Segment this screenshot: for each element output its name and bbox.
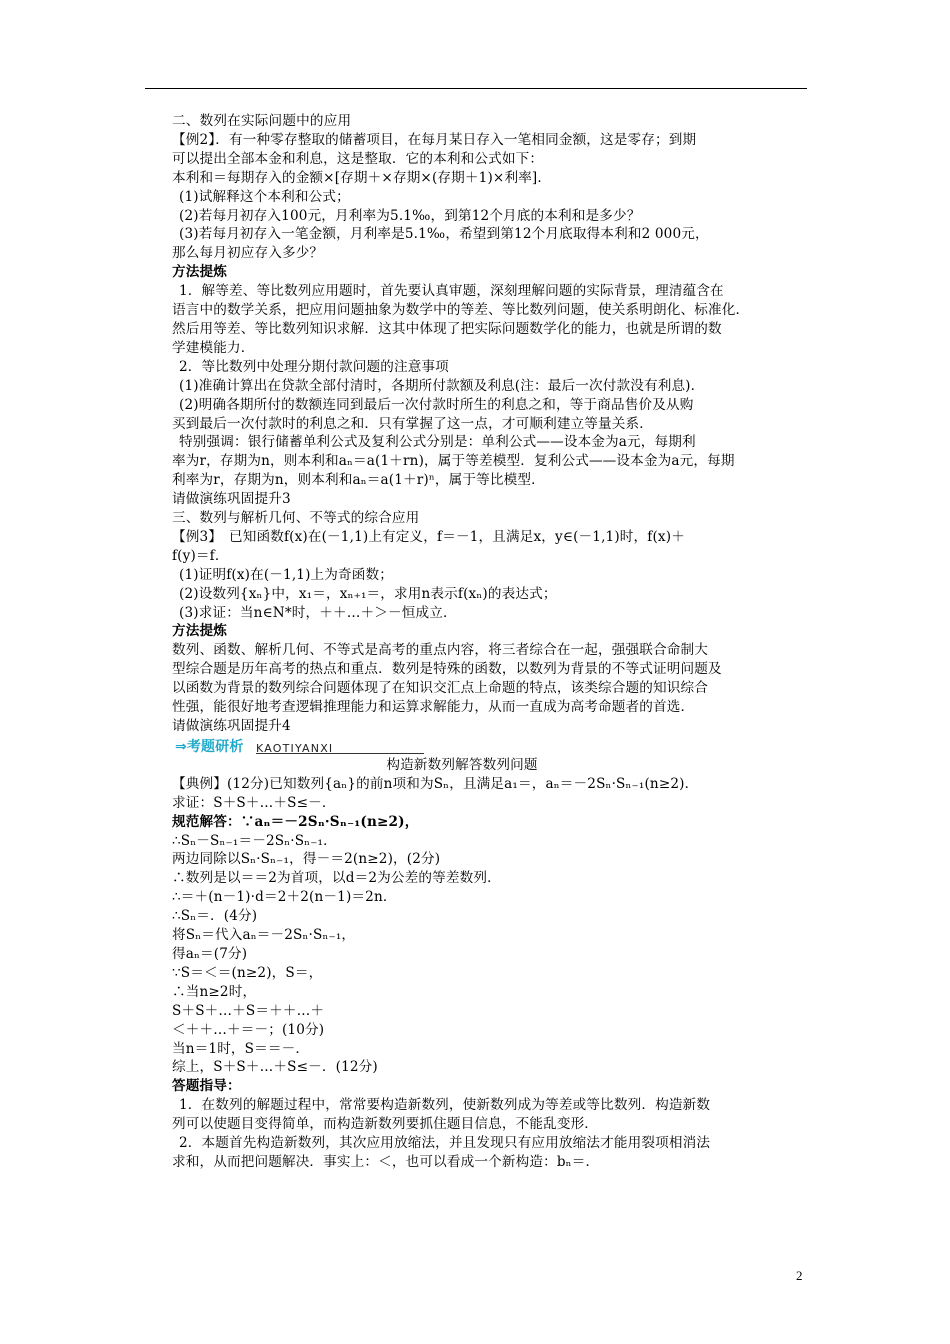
example-3-q2: (2)设数列{xₙ}中，x₁＝，xₙ₊₁＝，求用n表示f(xₙ)的表达式； bbox=[179, 585, 557, 602]
section-title: 构造新数列解答数列问题 bbox=[386, 756, 538, 773]
section-heading-2: 二、数列在实际问题中的应用 bbox=[172, 113, 352, 129]
practice-ref-3: 请做演练巩固提升3 bbox=[172, 491, 291, 508]
example-3-q3: (3)求证：当n∈N*时，＋＋…＋＞－恒成立． bbox=[179, 604, 457, 621]
document-body bbox=[172, 112, 812, 1172]
method-3-p4: 性强，能很好地考查逻辑推理能力和运算求解能力，从而一直成为高考命题者的首选． bbox=[172, 699, 695, 716]
typical-example-line-1: 【典例】(12分)已知数列{aₙ}的前n项和为Sₙ，且满足a₁＝，aₙ＝－2Sₙ·Sₙ₋₁(n≥2)． bbox=[172, 775, 699, 792]
method-1-p3: 然后用等差、等比数列知识求解．这其中体现了把实际问题数学化的能力，也就是所谓的数 bbox=[172, 320, 722, 337]
header-rule bbox=[145, 88, 807, 89]
method-1-p2: 语言中的数学关系，把应用问题抽象为数学中的等差、等比数列问题，使关系明朗化、标准化． bbox=[172, 302, 750, 319]
method-2-title: 2．等比数列中处理分期付款问题的注意事项 bbox=[179, 358, 449, 375]
solution-line: 两边同除以Sₙ·Sₙ₋₁，得－＝2(n≥2)，(2分) bbox=[172, 851, 441, 868]
practice-ref-4: 请做演练巩固提升4 bbox=[172, 718, 291, 734]
method-2-item-1: (1)准确计算出在贷款全部付清时，各期所付款额及利息(注：最后一次付款没有利息)． bbox=[179, 377, 705, 394]
method-1-p4: 学建模能力． bbox=[172, 339, 255, 356]
method-2-item-2-cont: 买到最后一次付款时的利息之和．只有掌握了这一点，才可顺利建立等量关系． bbox=[172, 415, 654, 432]
method-3-p2: 型综合题是历年高考的热点和重点．数列是特殊的函数，以数列为背景的不等式证明问题及 bbox=[172, 661, 722, 678]
example-2-q2: (2)若每月初存入100元，月利率为5.1‰，到第12个月底的本利和是多少？ bbox=[179, 207, 641, 224]
solution-line: ∴Sₙ－Sₙ₋₁＝－2Sₙ·Sₙ₋₁． bbox=[172, 832, 337, 849]
example-3-q1: (1)证明f(x)在(－1,1)上为奇函数； bbox=[179, 566, 394, 583]
exam-analysis-tag: ⇒考题研析 bbox=[175, 738, 244, 755]
solution-line: ∴＝＋(n－1)·d＝2＋2(n－1)＝2n． bbox=[172, 889, 397, 906]
example-2-q3-cont: 那么每月初应存入多少？ bbox=[172, 245, 324, 262]
example-2-q1: (1)试解释这个本利和公式； bbox=[179, 188, 350, 205]
special-note-1: 特别强调：银行储蓄单利公式及复利公式分别是：单利公式——设本金为a元，每期利 bbox=[179, 434, 696, 451]
special-note-3: 利率为r，存期为n，则本利和aₙ＝a(1＋r)ⁿ，属于等比模型． bbox=[172, 472, 545, 489]
method-heading-1: 方法提炼 bbox=[172, 264, 227, 281]
solution-line: 将Sₙ＝代入aₙ＝－2Sₙ·Sₙ₋₁， bbox=[172, 927, 356, 944]
section-heading-3: 三、数列与解析几何、不等式的综合应用 bbox=[172, 510, 420, 527]
special-note-2: 率为r，存期为n，则本利和aₙ＝a(1＋rn)，属于等差模型．复利公式——设本金为a元，每期 bbox=[172, 453, 735, 470]
method-3-p1: 数列、函数、解析几何、不等式是高考的重点内容，将三者综合在一起，强强联合命制大 bbox=[172, 642, 709, 659]
solution-line: ＜＋＋…＋＝－；(10分) bbox=[172, 1021, 325, 1038]
answer-guide-2: 2．本题首先构造新数列，其次应用放缩法，并且发现只有应用放缩法才能用裂项相消法 bbox=[179, 1135, 711, 1152]
banner-underline bbox=[256, 753, 424, 754]
solution-line: S＋S＋…＋S＝＋＋…＋ bbox=[172, 1002, 325, 1019]
answer-guide-heading: 答题指导： bbox=[172, 1078, 241, 1095]
method-1-p1: 1．解等差、等比数列应用题时，首先要认真审题，深刻理解问题的实际背景，理清蕴含在 bbox=[179, 283, 724, 300]
typical-example-line-2: 求证：S＋S＋…＋S≤－． bbox=[172, 794, 336, 811]
exam-analysis-pinyin: KAOTIYANXI bbox=[256, 741, 334, 755]
solution-line: ∴数列是以＝＝2为首项，以d＝2为公差的等差数列． bbox=[172, 870, 501, 887]
example-2-line-1: 【例2】．有一种零存整取的储蓄项目，在每月某日存入一笔相同金额，这是零存；到期 bbox=[172, 131, 697, 148]
method-3-p3: 以函数为背景的数列综合问题体现了在知识交汇点上命题的特点，该类综合题的知识综合 bbox=[172, 680, 709, 697]
answer-guide-1: 1．在数列的解题过程中，常常要构造新数列，使新数列成为等差或等比数列．构造新数 bbox=[179, 1097, 711, 1114]
example-2-formula: 本利和＝每期存入的金额×[存期＋×存期×(存期＋1)×利率]． bbox=[172, 169, 552, 186]
solution-line: 综上，S＋S＋…＋S≤－．(12分) bbox=[172, 1059, 378, 1076]
example-3-line-1: 【例3】 已知函数f(x)在(－1,1)上有定义，f＝－1，且满足x，y∈(－1,1)时，f(x)＋ bbox=[172, 528, 685, 545]
answer-guide-2-cont: 求和，从而把问题解决．事实上：＜，也可以看成一个新构造：bₙ＝． bbox=[172, 1153, 600, 1170]
answer-guide-1-cont: 列可以使题目变得简单，而构造新数列要抓住题目信息，不能乱变形． bbox=[172, 1116, 599, 1133]
example-2-line-2: 可以提出全部本金和利息，这是整取．它的本利和公式如下： bbox=[172, 150, 544, 167]
method-heading-2: 方法提炼 bbox=[172, 623, 227, 640]
solution-line: ∵S＝＜＝(n≥2)，S＝， bbox=[172, 964, 323, 981]
example-3-line-2: f(y)＝f． bbox=[172, 547, 229, 564]
solution-line: ∴Sₙ＝．(4分) bbox=[172, 908, 258, 925]
solution-heading: 规范解答：∵aₙ＝－2Sₙ·Sₙ₋₁(n≥2)， bbox=[172, 813, 419, 830]
page-number: 2 bbox=[796, 1268, 803, 1283]
method-2-item-2: (2)明确各期所付的数额连同到最后一次付款时所生的利息之和，等于商品售价及从购 bbox=[179, 396, 694, 413]
solution-line: 得aₙ＝(7分) bbox=[172, 945, 248, 962]
solution-line: 当n＝1时，S＝＝－． bbox=[172, 1040, 310, 1057]
exam-analysis-banner bbox=[172, 736, 812, 756]
solution-line: ∴当n≥2时， bbox=[172, 983, 257, 1000]
example-2-q3: (3)若每月初存入一笔金额，月利率是5.1‰，希望到第12个月底取得本利和2 000元， bbox=[179, 226, 709, 243]
